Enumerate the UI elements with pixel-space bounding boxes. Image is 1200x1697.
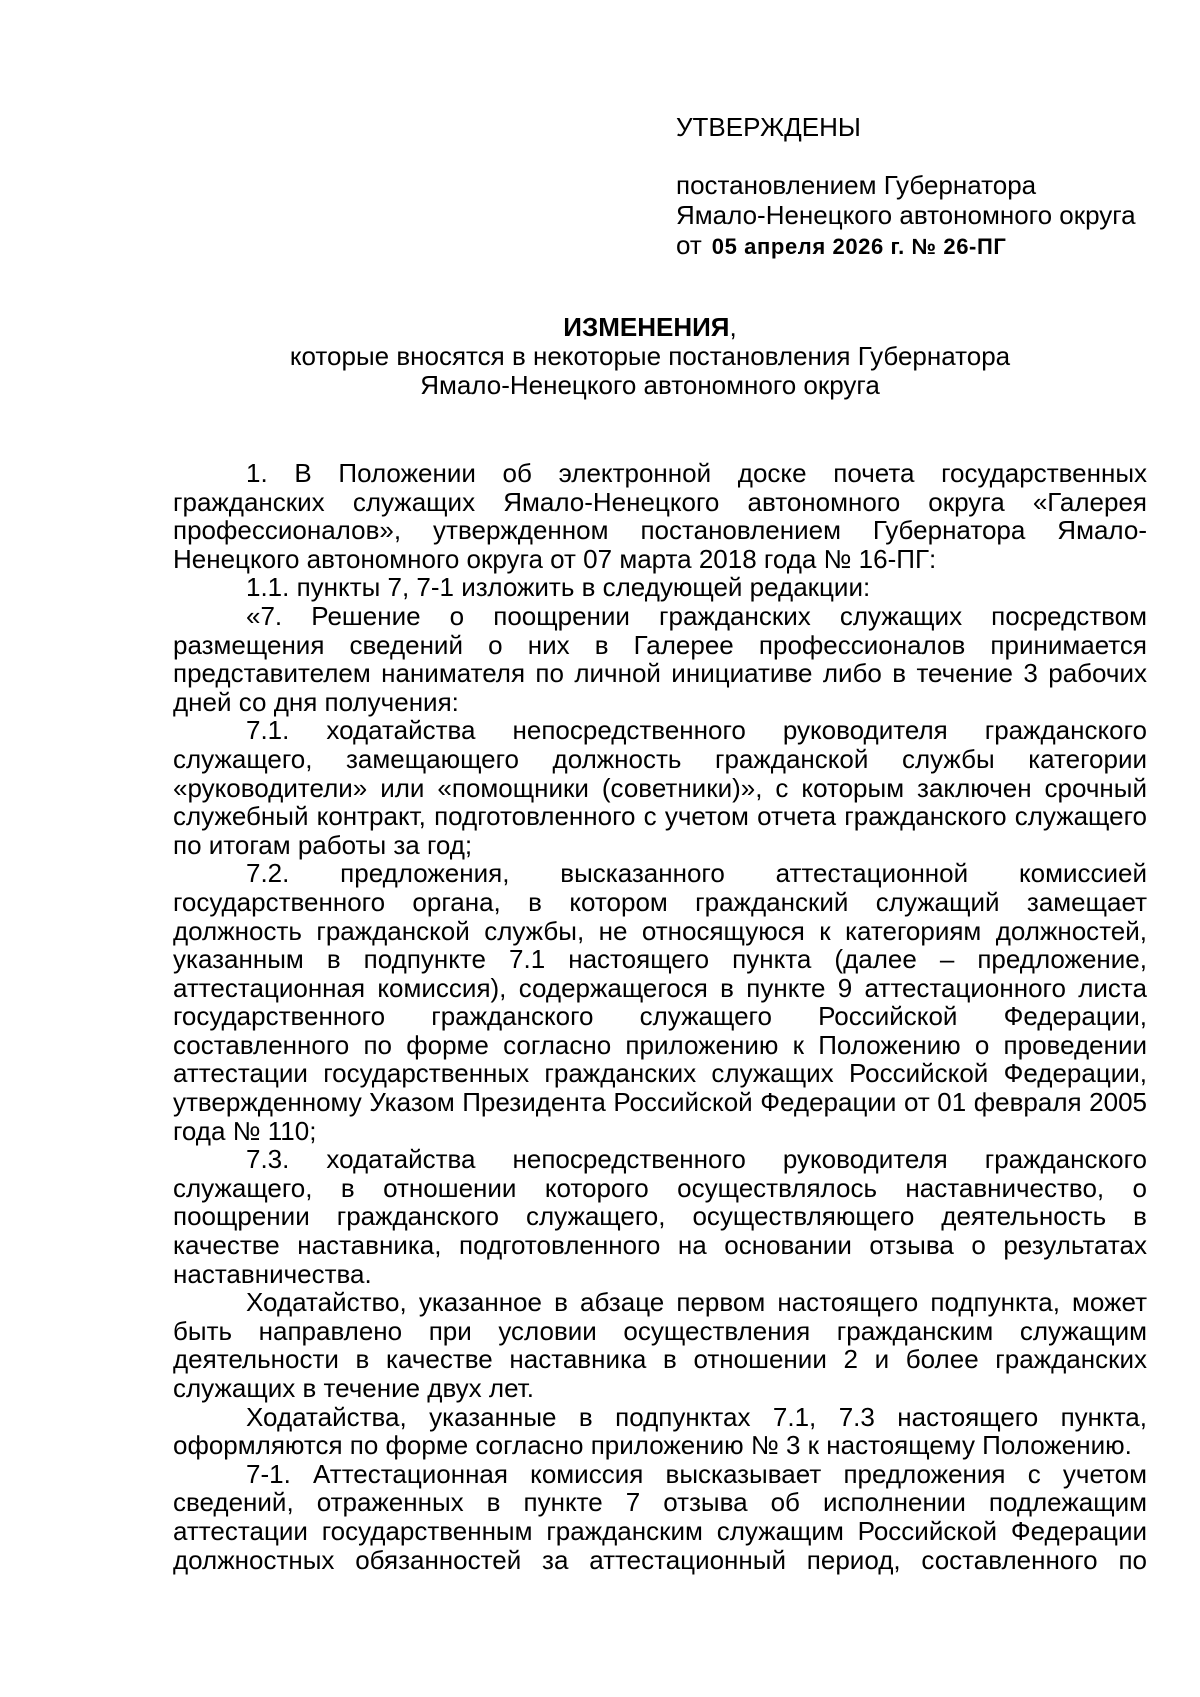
heading-subtitle-1: которые вносятся в некоторые постановления Губернатора <box>289 341 1011 371</box>
paragraph: Ходатайства, указанные в подпунктах 7.1, 7.3 настоящего пункта, оформляются по форме согласно приложению № 3 к настоящему Положению. <box>173 1401 1147 1461</box>
paragraph: 7.1. ходатайства непосредственного руководителя гражданского служащего, замещающего должность гражданской службы категории «руководители» или «помощники (советники)», с которым заключен срочный служебный контракт, подготовленного с учетом отчета гражданского служащего по итогам работы за год; <box>173 715 1147 860</box>
approval-date-line <box>676 230 1176 262</box>
approval-date-value: 05 апреля 2026 г. № 26-ПГ <box>711 234 1007 259</box>
paragraph: Ходатайство, указанное в абзаце первом настоящего подпункта, может быть направлено при условии осуществления гражданским служащим деятельности в качестве наставника в отношении 2 и более гражданских служащих в течение двух лет. <box>173 1287 1147 1403</box>
document-body <box>173 459 1147 1574</box>
paragraph: 1.1. пункты 7, 7-1 изложить в следующей редакции: <box>246 572 871 603</box>
heading-subtitle-2: Ямало-Ненецкого автономного округа <box>420 370 880 400</box>
paragraph: 7.2. предложения, высказанного аттестационной комиссией государственного органа, в котором гражданский служащий замещает должность гражданской службы, не относящуюся к категориям должностей, указанным в подпункте 7.1 настоящего пункта (далее – предложение, аттестационная комиссия), содержащегося в пункте 9 аттестационного листа государственного гражданского служащего Российской Федерации, составленного по форме согласно приложению к Положению о проведении аттестации государственных гражданских служащих Российской Федерации, утвержденному Указом Президента Российской Федерации от 01 февраля 2005 года № 110; <box>173 858 1147 1146</box>
heading-title-suffix: , <box>729 312 737 342</box>
approval-title: УТВЕРЖДЕНЫ <box>676 112 861 142</box>
paragraph: «7. Решение о поощрении гражданских служащих посредством размещения сведений о них в Галерее профессионалов принимается представителем нанимателя по личной инициативе либо в течение 3 рабочих дней со дня получения: <box>173 600 1147 717</box>
approval-line-2: Ямало-Ненецкого автономного округа <box>676 200 1136 230</box>
paragraph: 7.3. ходатайства непосредственного руководителя гражданского служащего, в отношении которого осуществлялось наставничество, о поощрении гражданского служащего, осуществляющего деятельность в качестве наставника, подготовленного на основании отзыва о результатах наставничества. <box>173 1144 1147 1289</box>
heading-title-line <box>150 313 1150 342</box>
paragraph: 7-1. Аттестационная комиссия высказывает предложения с учетом сведений, отраженных в пункте 7 отзыва об исполнении подлежащим аттестации государственным гражданским служащим Российской Федерации должностных обязанностей за аттестационный период, составленного по <box>173 1458 1147 1575</box>
approval-date-label: от <box>676 230 702 260</box>
approval-block <box>676 112 1176 262</box>
document-heading <box>150 313 1150 400</box>
heading-title: ИЗМЕНЕНИЯ <box>563 312 730 342</box>
approval-line-1: постановлением Губернатора <box>676 170 1037 200</box>
paragraph: 1. В Положении об электронной доске почета государственных гражданских служащих Ямало-Ненецкого автономного округа «Галерея профессионалов», утвержденном постановлением Губернатора Ямало-Ненецкого автономного округа от 07 марта 2018 года № 16-ПГ: <box>173 458 1147 574</box>
